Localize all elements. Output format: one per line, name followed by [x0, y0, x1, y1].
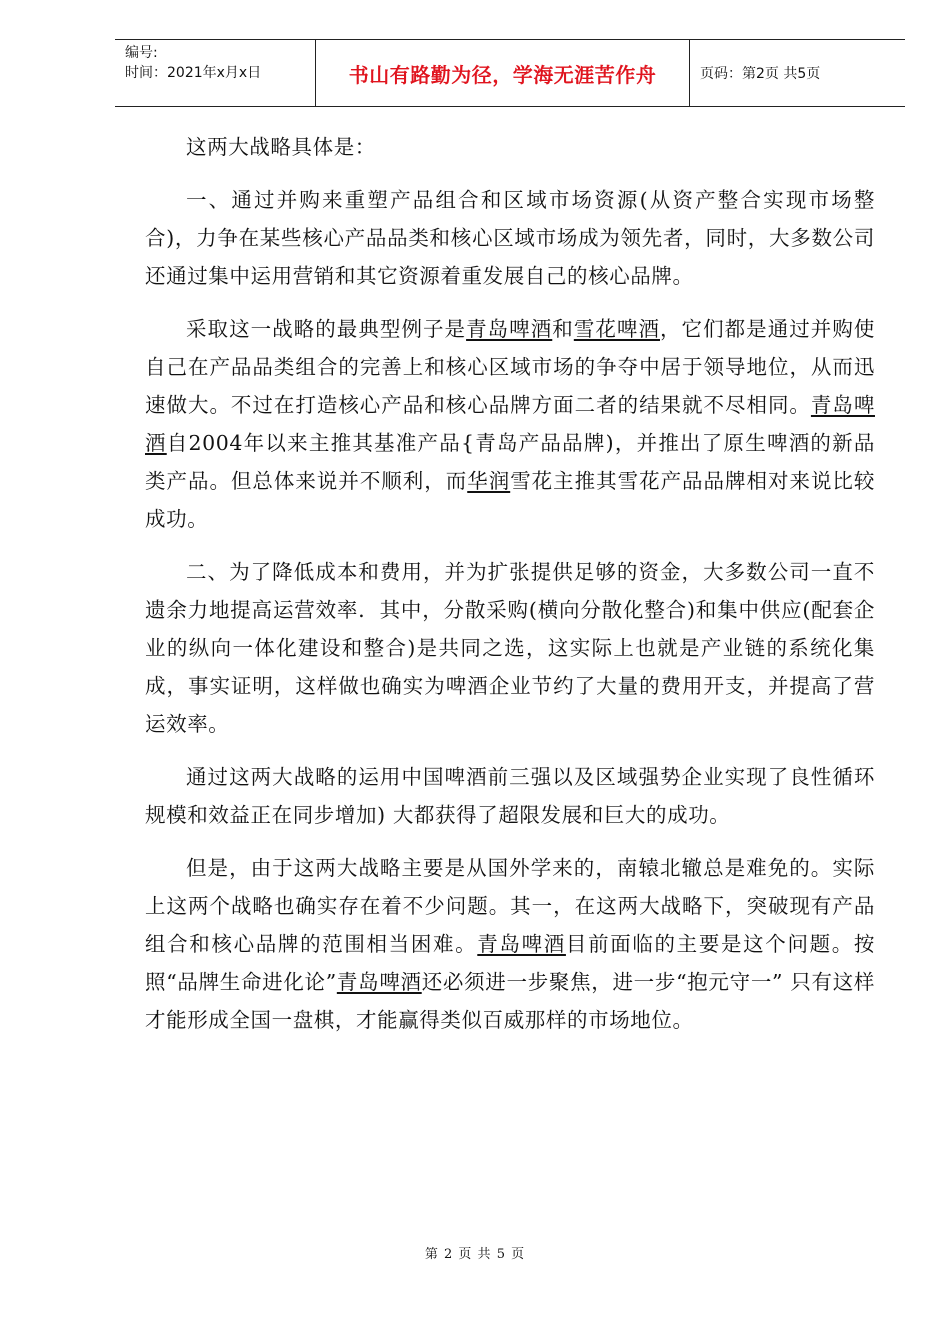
link-snow-beer[interactable]: 雪花啤酒	[573, 317, 660, 341]
page-footer: 第 2 页 共 5 页	[424, 1247, 526, 1262]
text-span: 雪花主推其雪花产品品牌相对来说比较成功。	[145, 469, 876, 531]
paragraph-strategy-one: 一、通过并购来重塑产品组合和区域市场资源(从资产整合实现市场整合)，力争在某些核心产品品类和核心区域市场成为领先者，同时，大多数公司还通过集中运用营销和其它资源着重发展自己的核心品牌。	[145, 188, 875, 288]
text-span: 目前面临的主要是这个问题。按照“品牌生命进化论”	[145, 932, 876, 994]
paragraph-examples	[145, 310, 875, 538]
text-span: 还必须进一步聚焦，进一步“抱元守一” 只有这样才能形成全国一盘棋，才能赢得类似百威那样的市场地位。	[145, 970, 876, 1032]
serial-label: 编号:	[125, 45, 158, 61]
header-page-info: 页码：第2页 共5页	[700, 66, 821, 82]
time-label: 时间：2021年x月x日	[125, 65, 262, 81]
page-header	[115, 39, 905, 107]
header-motto: 书山有路勤为径，学海无涯苦作舟	[316, 40, 690, 106]
paragraph-problems	[145, 849, 875, 1039]
document-body	[145, 128, 875, 1054]
link-tsingtao-beer[interactable]: 青岛啤酒	[145, 393, 875, 455]
header-meta	[115, 40, 316, 106]
link-tsingtao-beer[interactable]: 青岛啤酒	[477, 932, 566, 956]
text-span: 和	[552, 317, 574, 341]
link-tsingtao-beer[interactable]: 青岛啤酒	[336, 970, 422, 994]
text-span: 自2004年以来主推其基准产品{青岛产品品牌)，并推出了原生啤酒的新品类产品。但总体来说并不顺利，而	[145, 431, 875, 493]
link-china-resources[interactable]: 华润	[467, 469, 511, 493]
text-span: 采取这一战略的最典型例子是	[186, 317, 467, 341]
paragraph-results: 通过这两大战略的运用中国啤酒前三强以及区域强势企业实现了良性循环规模和效益正在同步增加) 大都获得了超限发展和巨大的成功。	[145, 765, 875, 827]
text-span: 但是，由于这两大战略主要是从国外学来的，南辕北辙总是难免的。实际上这两个战略也确实存在着不少问题。其一，在这两大战略下，突破现有产品组合和核心品牌的范围相当困难。	[145, 856, 875, 956]
text-span: ，它们都是通过并购使自己在产品品类组合的完善上和核心区域市场的争夺中居于领导地位，从而迅速做大。不过在打造核心产品和核心品牌方面二者的结果就不尽相同。	[145, 317, 875, 417]
paragraph-strategy-two: 二、为了降低成本和费用，并为扩张提供足够的资金，大多数公司一直不遗余力地提高运营效率．其中，分散采购(横向分散化整合)和集中供应(配套企业的纵向一体化建设和整合)是共同之选，这实际上也就是产业链的系统化集成，事实证明，这样做也确实为啤酒企业节约了大量的费用开支，并提高了营运效率。	[145, 560, 875, 736]
paragraph-intro: 这两大战略具体是：	[186, 135, 376, 159]
link-tsingtao-beer[interactable]: 青岛啤酒	[466, 317, 553, 341]
